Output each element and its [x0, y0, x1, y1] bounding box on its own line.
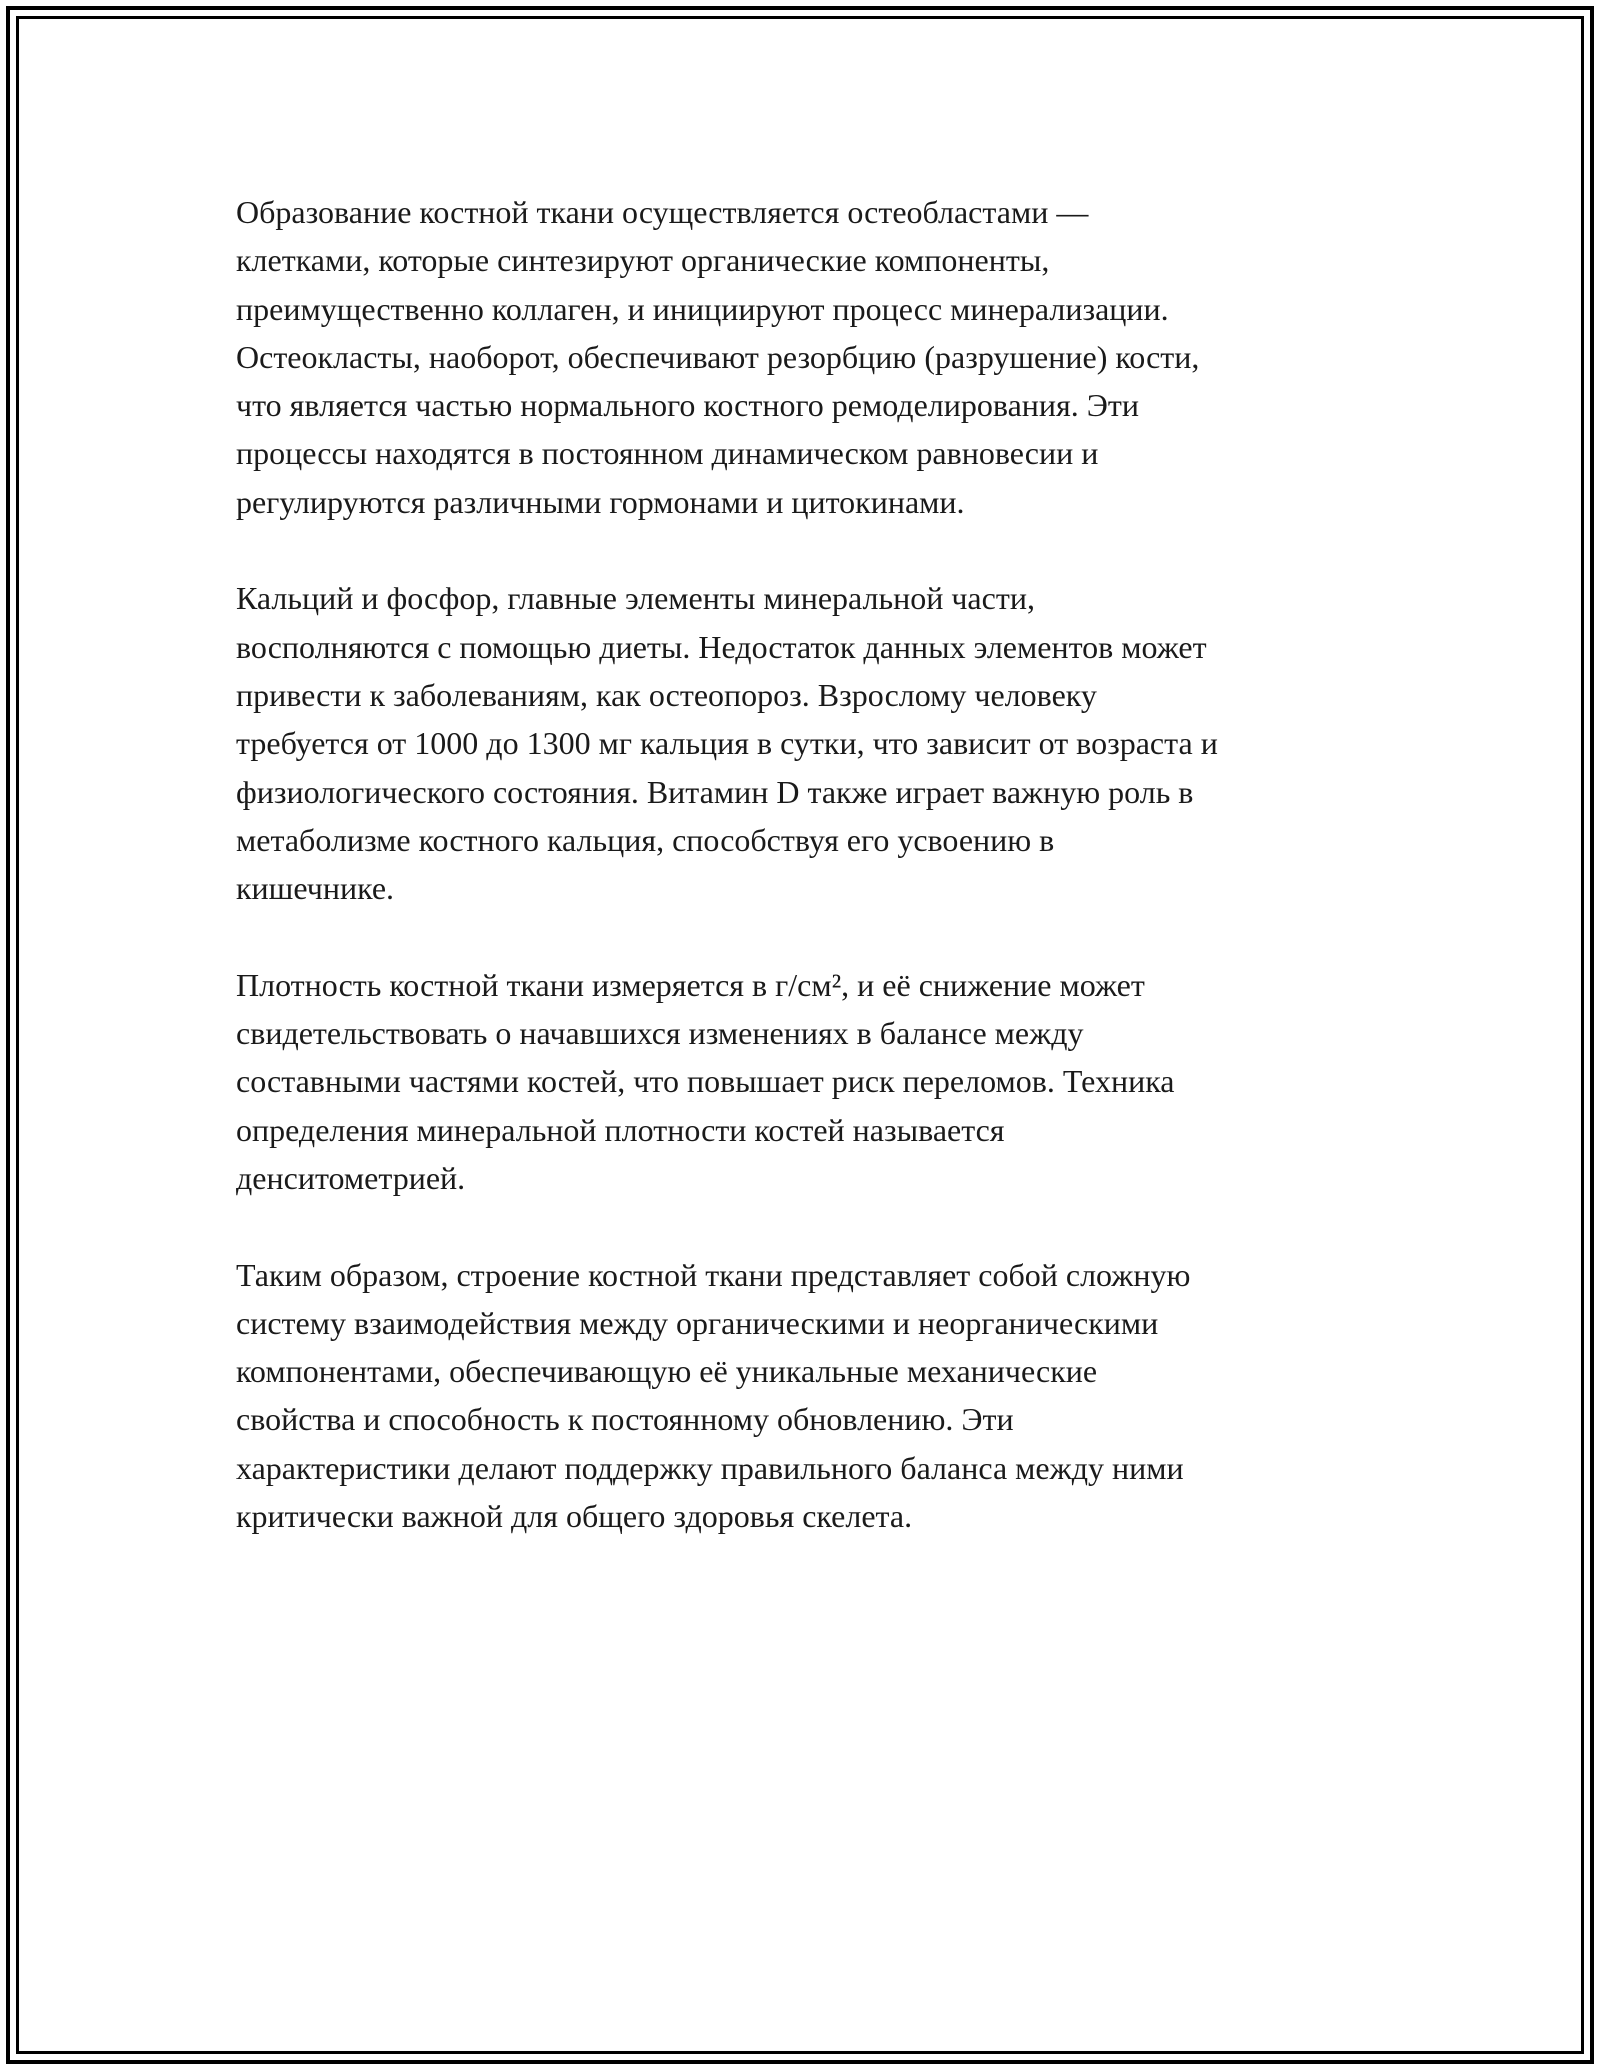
paragraph-calcium-phosphorus: Кальций и фосфор, главные элементы минеральной части, восполняются с помощью диеты. Недостаток данных элементов может привести к заболеваниям, как остеопороз. Взрослому человеку требуется от 1000 до 1300 мг кальция в сутки, что зависит от возраста и физиологического состояния. Витамин D также играет важную роль в метаболизме костного кальция, способствуя его усвоению в кишечнике. — [236, 580, 1218, 907]
document-body — [236, 188, 1386, 1589]
paragraph-bone-formation: Образование костной ткани осуществляется остеобластами — клетками, которые синтезируют органические компоненты, преимущественно коллаген, и инициируют процесс минерализации. Остеокласты, наоборот, обеспечивают резорбцию (разрушение) кости, что является частью нормального костного ремоделирования. Эти процессы находятся в постоянном динамическом равновесии и регулируются различными гормонами и цитокинами. — [236, 194, 1200, 520]
paragraph-conclusion: Таким образом, строение костной ткани представляет собой сложную систему взаимодействия между органическими и неорганическими компонентами, обеспечивающую её уникальные механические свойства и способность к постоянному обновлению. Эти характеристики делают поддержку правильного баланса между ними критически важной для общего здоровья скелета. — [236, 1256, 1191, 1535]
paragraph-bone-density: Плотность костной ткани измеряется в г/см², и её снижение может свидетельствовать о начавшихся изменениях в балансе между составными частями костей, что повышает риск переломов. Техника определения минеральной плотности костей называется денситометрией. — [236, 966, 1175, 1196]
